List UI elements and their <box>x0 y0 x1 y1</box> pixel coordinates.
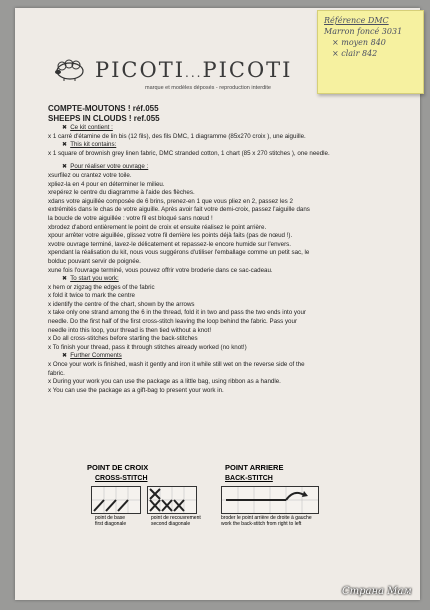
en-line: x To finish your thread, pass it through stitches already worked (no knot!) <box>48 343 247 351</box>
back-stitch-title-fr: POINT ARRIERE <box>225 463 284 472</box>
en-line: needle into this loop, your thread is then tied without a knot! <box>48 326 212 334</box>
fr-line: bolduc pouvant servir de poignée. <box>48 257 141 265</box>
cross-caption-1: point de base first diagonale <box>95 515 127 527</box>
sticky-line: × clair 842 <box>332 49 378 58</box>
cross-stitch-title-fr: POINT DE CROIX <box>87 463 149 472</box>
back-stitch-diagram <box>221 486 319 514</box>
en-line: x fold it twice to mark the centre <box>48 292 136 300</box>
kit-en-body: x 1 square of brownish grey linen fabric, DMC stranded cotton, 1 chart (85 x 270 stitches ), one needle. <box>48 149 330 157</box>
en-line: needle. Do the first half of the first cross-stitch leaving the loop behind the fabric. Pass your <box>48 318 298 326</box>
further-line: x Once your work is finished, wash it gently and iron it while still wet on the reverse side of the <box>48 361 305 369</box>
sheep-logo-icon <box>53 56 87 82</box>
sticky-note <box>317 10 424 94</box>
first-diagonal-diagram <box>91 486 141 514</box>
brand-name: PICOTI...PICOTI <box>95 58 293 82</box>
tagline: marque et modèles déposés - reproduction interdite <box>145 85 271 91</box>
en-line: x identify the centre of the chart, shown by the arrows <box>48 300 195 308</box>
sticky-line: × moyen 840 <box>332 38 386 47</box>
en-instructions-list <box>48 284 408 353</box>
pattern-sheet <box>15 8 420 600</box>
fr-line: xbrodez d'abord entièrement le point de croix et ensuite réalisez le point arrière. <box>48 223 267 231</box>
site-watermark: Страна Мам <box>342 586 412 597</box>
fr-line: xpour arrêter votre aiguillée, glissez votre fil derrière les points déjà faits (pas de nœud !). <box>48 232 293 240</box>
sticky-line: Marron foncé 3031 <box>324 27 403 36</box>
fr-line: xpliez-la en 4 pour en déterminer le milieu. <box>48 180 165 188</box>
kit-fr-title: ✖ Ce kit contient : <box>62 124 113 131</box>
further-line: x During your work you can use the package as a little bag, using ribbon as a handle. <box>48 378 281 386</box>
en-line: x take only one strand among the 6 in the thread, fold it in two and pass the two ends into your <box>48 309 306 317</box>
fr-line: la boucle de votre aiguillée : votre fil est bloqué sans nœud ! <box>48 214 213 222</box>
fr-line: xpendant la réalisation du kit, nous vous suggérons d'utiliser l'emballage comme un petit sac, le <box>48 249 310 257</box>
fr-line: xvotre ouvrage terminé, lavez-le délicatement et repassez-le encore humide sur l'envers. <box>48 240 291 248</box>
fr-line: xdans votre aiguillée composée de 6 brins, prenez-en 1 que vous pliez en 2, passez les 2 <box>48 197 293 205</box>
further-comments-list <box>48 361 408 395</box>
further-line: x You can use the package as a gift-bag to present your work in. <box>48 386 224 394</box>
fr-line: xune fois l'ouvrage terminé, vous pouvez offrir votre broderie dans ce sac-cadeau. <box>48 266 273 274</box>
en-instructions-title: ✖ To start you work: <box>62 275 119 283</box>
fr-line: xsurfilez ou crantez votre toile. <box>48 171 132 179</box>
instructions-text <box>48 104 408 395</box>
en-line: x Do all cross-stitches before starting the back-stitches <box>48 335 198 343</box>
second-diagonal-diagram <box>147 486 197 514</box>
fr-line: xrepérez le centre du diagramme à l'aide des flèches. <box>48 189 195 197</box>
fr-instructions-title: ✖ Pour réaliser votre ouvrage : <box>62 163 149 171</box>
cross-stitch-title-en: CROSS-STITCH <box>95 475 148 482</box>
ref-line-fr: COMPTE-MOUTONS ! réf.055 <box>48 104 159 113</box>
en-line: x hem or zigzag the edges of the fabric <box>48 283 155 291</box>
kit-fr-body: x 1 carré d'étamine de lin bis (12 fils), des fils DMC, 1 diagramme (85x270 croix ), une aiguille. <box>48 132 306 140</box>
fr-line: extrémités dans le chas de votre aiguille. Après avoir fait votre demi-croix, passez l'aiguille dans <box>48 206 310 214</box>
back-stitch-title-en: BACK-STITCH <box>225 475 273 482</box>
further-line: fabric. <box>48 369 65 377</box>
kit-en-title: ✖ This kit contains: <box>62 141 117 149</box>
further-comments-title: ✖ Further Comments <box>62 352 122 360</box>
ref-line-en: SHEEPS IN CLOUDS ! ref.055 <box>48 114 160 123</box>
back-caption: broder le point arrière de droite à gauche work the back-stitch from right to left <box>221 515 312 527</box>
cross-caption-2: point de recouvrement second diagonale <box>151 515 201 527</box>
sticky-line: Référence DMC <box>324 16 389 25</box>
fr-instructions-list <box>48 172 408 275</box>
